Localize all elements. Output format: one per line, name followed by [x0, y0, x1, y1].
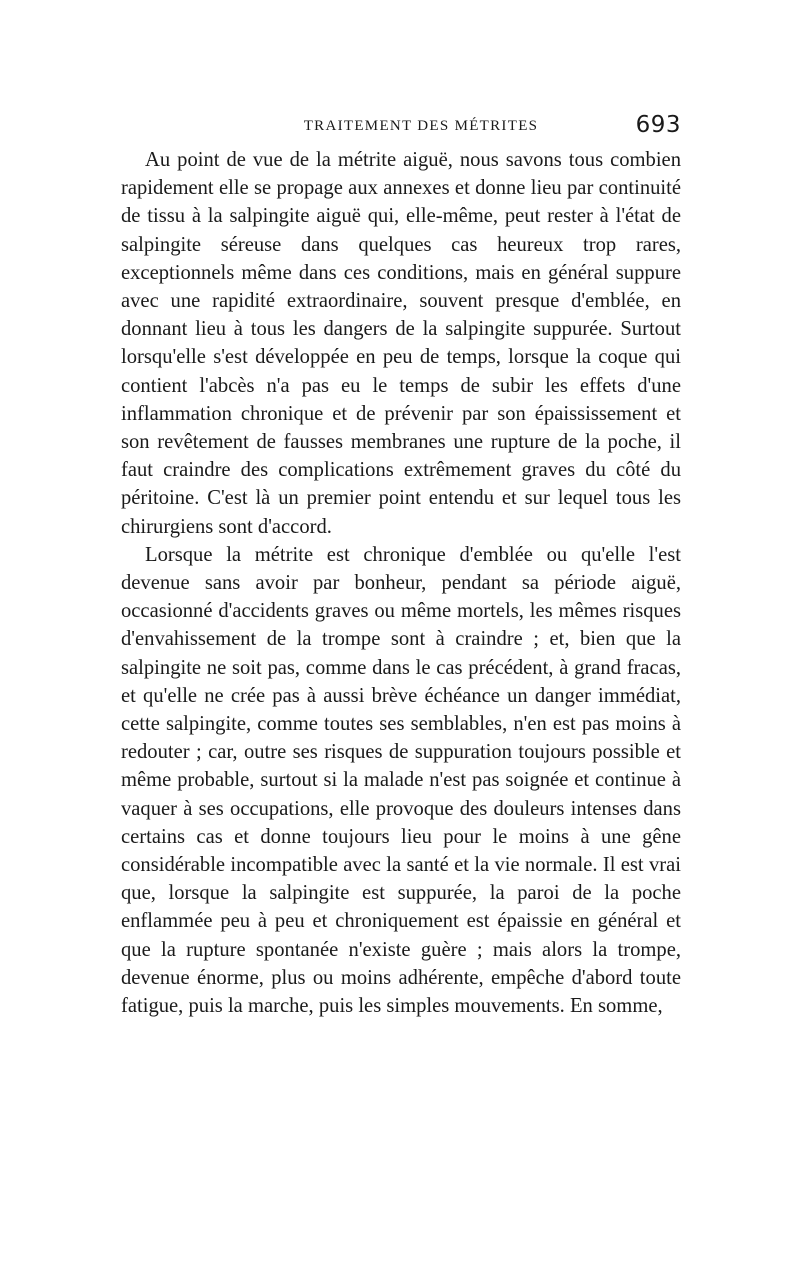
book-page: [121, 112, 681, 1020]
paragraph-acute-metritis: Au point de vue de la métrite aiguë, nous savons tous combien rapidement elle se propage aux annexes et donne lieu par continuité de tissu à la salpingite aiguë qui, elle-même, peut rester à l'état de salpingite séreuse dans quelques cas heureux trop rares, exceptionnels même dans ces conditions, mais en général suppure avec une rapidité extraordinaire, souvent presque d'emblée, en donnant lieu à tous les dangers de la salpingite suppurée. Surtout lorsqu'elle s'est développée en peu de temps, lorsque la coque qui contient l'abcès n'a pas eu le temps de subir les effets d'une inflammation chronique et de prévenir par son épaississement et son revêtement de fausses membranes une rupture de la poche, il faut craindre des complications extrêmement graves du côté du péritoine. C'est là un premier point entendu et sur lequel tous les chirurgiens sont d'accord.: [121, 149, 681, 538]
body-text: [121, 146, 681, 1020]
running-head: [121, 112, 681, 146]
paragraph-chronic-metritis: Lorsque la métrite est chronique d'emblée ou qu'elle l'est devenue sans avoir par bonheur, pendant sa période aiguë, occasionné d'accidents graves ou même mortels, les mêmes risques d'envahissement de la trompe sont à craindre ; et, bien que la salpingite ne soit pas, comme dans le cas précédent, à grand fracas, et qu'elle ne crée pas à aussi brève échéance un danger immédiat, cette salpingite, comme toutes ses semblables, n'en est pas moins à redouter ; car, outre ses risques de suppuration toujours possible et même probable, surtout si la malade n'est pas soignée et continue à vaquer à ses occupations, elle provoque des douleurs intenses dans certains cas et donne toujours lieu pour le moins à une gêne considérable incompatible avec la santé et la vie normale. Il est vrai que, lorsque la salpingite est suppurée, la paroi de la poche enflammée peu à peu et chroniquement est épaissie en général et que la rupture spontanée n'existe guère ; mais alors la trompe, devenue énorme, plus ou moins adhérente, empêche d'abord toute fatigue, puis la marche, puis les simples mouvements. En somme,: [121, 543, 681, 1018]
running-title: TRAITEMENT DES MÉTRITES: [303, 118, 539, 134]
page-number: 693: [635, 112, 681, 138]
